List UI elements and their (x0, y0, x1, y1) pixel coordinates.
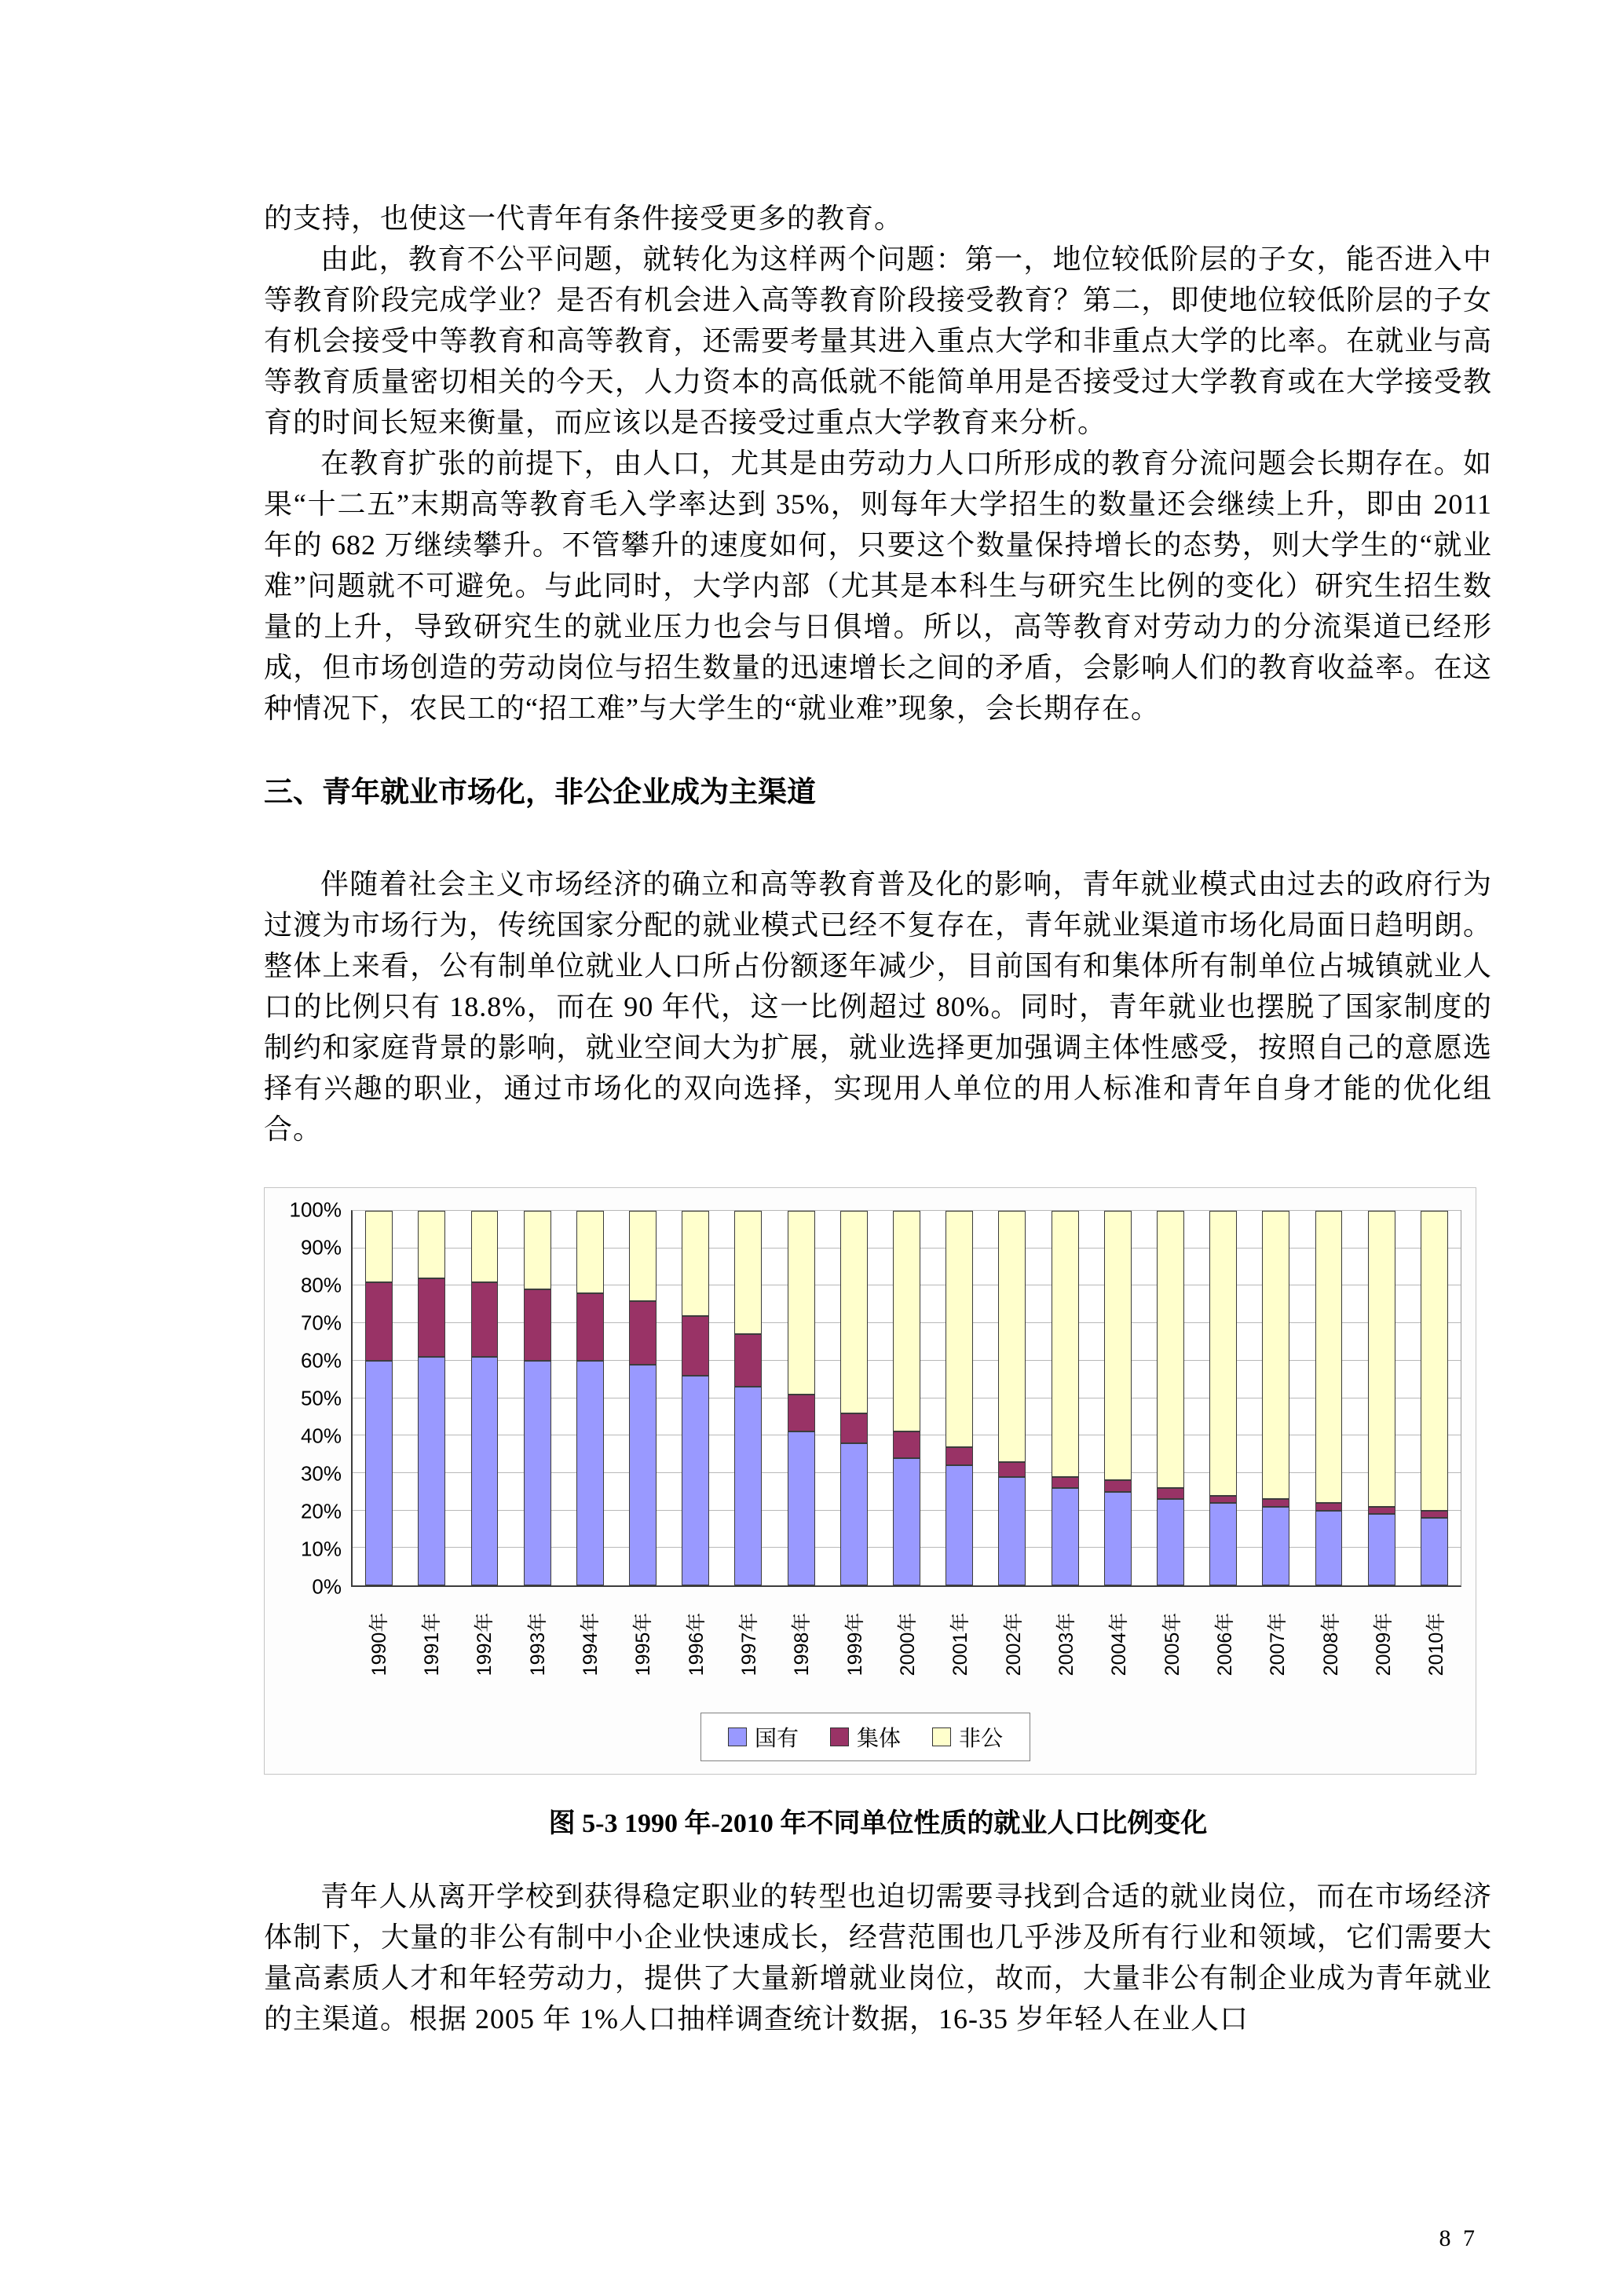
bar-slot (880, 1211, 933, 1585)
paragraph-market-employment: 伴随着社会主义市场经济的确立和高等教育普及化的影响，青年就业模式由过去的政府行为过渡为市场行为，传统国家分配的就业模式已经不复存在，青年就业渠道市场化局面日趋明朗。整体上来看，公有制单位就业人口所占份额逐年减少，目前国有和集体所有制单位占城镇就业人口的比例只有 18.8%，而在 90 年代，这一比例超过 80%。同时，青年就业也摆脱了国家制度的制约和家庭背景的影响，就业空间大为扩展，就业选择更加强调主体性感受，按照自己的意愿选择有兴趣的职业，通过市场化的双向选择，实现用人单位的用人标准和青年自身才能的优化组合。 (264, 868, 1492, 1145)
x-tick (1250, 1587, 1303, 1706)
x-tick-label: 2007年 (1267, 1612, 1289, 1676)
x-tick-label: 1991年 (420, 1612, 443, 1676)
bar-slot (511, 1211, 564, 1585)
x-tick-label: 2008年 (1319, 1612, 1342, 1676)
stacked-bar-2008年 (1315, 1211, 1343, 1585)
axis-spacer (269, 1587, 351, 1706)
x-tick (1197, 1587, 1249, 1706)
x-tick-label: 2004年 (1108, 1612, 1131, 1676)
bar-segment-非公 (576, 1211, 604, 1293)
bar-slot (564, 1211, 616, 1585)
x-tick (1038, 1587, 1091, 1706)
bar-segment-非公 (788, 1211, 815, 1395)
x-tick (1144, 1587, 1197, 1706)
bar-slot (1144, 1211, 1197, 1585)
bar-segment-集体 (1368, 1507, 1395, 1515)
stacked-bar-2009年 (1368, 1211, 1395, 1585)
bar-segment-集体 (524, 1289, 551, 1361)
bar-slot (933, 1211, 986, 1585)
x-tick-label: 2002年 (1002, 1612, 1025, 1676)
figure-5-3-chart (264, 1187, 1476, 1775)
bar-segment-非公 (893, 1211, 920, 1431)
legend-swatch-集体 (830, 1727, 849, 1746)
plot-area (351, 1210, 1461, 1587)
x-axis-row (269, 1587, 1461, 1706)
x-axis-labels (351, 1587, 1461, 1706)
x-tick (827, 1587, 880, 1706)
bar-segment-国有 (1104, 1492, 1132, 1585)
stacked-bar-2006年 (1209, 1211, 1237, 1585)
y-tick-label: 70% (300, 1311, 342, 1335)
bar-segment-国有 (1421, 1518, 1448, 1585)
bar-segment-国有 (576, 1361, 604, 1585)
bar-segment-集体 (1157, 1488, 1184, 1499)
legend-item-集体 (830, 1721, 901, 1753)
stacked-bar-2001年 (946, 1211, 973, 1585)
x-tick-label: 2000年 (896, 1612, 919, 1676)
legend-swatch-国有 (728, 1727, 747, 1746)
bar-segment-集体 (576, 1293, 604, 1361)
bar-segment-集体 (840, 1413, 868, 1443)
stacked-bar-2002年 (998, 1211, 1026, 1585)
bar-segment-国有 (1157, 1499, 1184, 1585)
x-tick-label: 1993年 (526, 1612, 549, 1676)
stacked-bar-2007年 (1262, 1211, 1289, 1585)
bar-slot (775, 1211, 828, 1585)
bar-slot (1249, 1211, 1302, 1585)
x-tick (1303, 1587, 1355, 1706)
x-tick (721, 1587, 774, 1706)
stacked-bar-1994年 (576, 1211, 604, 1585)
x-tick (880, 1587, 932, 1706)
page-content (264, 0, 1492, 2039)
bar-slot (405, 1211, 458, 1585)
bar-slot (353, 1211, 405, 1585)
stacked-bar-1990年 (365, 1211, 393, 1585)
bar-segment-集体 (1104, 1480, 1132, 1491)
y-tick-label: 80% (300, 1273, 342, 1297)
bar-segment-国有 (1209, 1503, 1237, 1585)
y-tick-label: 0% (312, 1574, 342, 1599)
bar-segment-非公 (365, 1211, 393, 1282)
bar-segment-非公 (471, 1211, 499, 1282)
bar-segment-非公 (998, 1211, 1026, 1462)
bar-segment-集体 (734, 1334, 762, 1387)
y-tick-label: 60% (300, 1348, 342, 1373)
x-tick-label: 2005年 (1161, 1612, 1183, 1676)
stacked-bar-2004年 (1104, 1211, 1132, 1585)
bar-segment-非公 (1104, 1211, 1132, 1480)
x-tick (510, 1587, 562, 1706)
x-tick (986, 1587, 1038, 1706)
paragraph-education-inequality: 由此，教育不公平问题，就转化为这样两个问题：第一，地位较低阶层的子女，能否进入中等教育阶段完成学业？是否有机会进入高等教育阶段接受教育？第二，即使地位较低阶层的子女有机会接受中等教育和高等教育，还需要考量其进入重点大学和非重点大学的比率。在就业与高等教育质量密切相关的今天，人力资本的高低就不能简单用是否接受过大学教育或在大学接受教育的时间长短来衡量，而应该以是否接受过重点大学教育来分析。 (264, 243, 1492, 438)
x-tick-label: 1994年 (579, 1612, 602, 1676)
stacked-bar-1992年 (471, 1211, 499, 1585)
stacked-bar-1997年 (734, 1211, 762, 1585)
bar-segment-集体 (1209, 1496, 1237, 1504)
legend-wrap (269, 1713, 1461, 1761)
stacked-bar-1991年 (418, 1211, 445, 1585)
legend-item-国有 (728, 1721, 799, 1753)
bar-slot (1302, 1211, 1355, 1585)
x-tick (1355, 1587, 1408, 1706)
bar-segment-集体 (946, 1447, 973, 1466)
legend-item-非公 (932, 1721, 1003, 1753)
bar-segment-国有 (1315, 1511, 1343, 1585)
bar-segment-国有 (946, 1465, 973, 1585)
y-tick-label: 100% (289, 1197, 342, 1222)
bar-segment-国有 (734, 1387, 762, 1585)
bar-segment-国有 (365, 1361, 393, 1585)
bar-segment-非公 (1421, 1211, 1448, 1511)
x-tick-label: 1992年 (474, 1612, 496, 1676)
legend-label: 集体 (856, 1726, 901, 1750)
bar-segment-非公 (1262, 1211, 1289, 1499)
legend-label: 非公 (959, 1726, 1004, 1750)
bar-slot (1197, 1211, 1249, 1585)
bar-segment-国有 (1368, 1514, 1395, 1585)
x-tick (404, 1587, 456, 1706)
x-tick (562, 1587, 615, 1706)
x-tick (933, 1587, 986, 1706)
bar-segment-集体 (1262, 1499, 1289, 1507)
bar-segment-非公 (1052, 1211, 1079, 1477)
stacked-bar-2000年 (893, 1211, 920, 1585)
bar-segment-国有 (1052, 1488, 1079, 1585)
stacked-bar-1993年 (524, 1211, 551, 1585)
bar-slot (1092, 1211, 1144, 1585)
bar-segment-国有 (682, 1376, 709, 1585)
x-tick (457, 1587, 510, 1706)
bar-segment-国有 (893, 1458, 920, 1585)
bar-segment-非公 (524, 1211, 551, 1289)
chart-legend (700, 1713, 1030, 1761)
bar-segment-国有 (998, 1477, 1026, 1585)
y-tick-label: 90% (300, 1235, 342, 1260)
bar-segment-非公 (418, 1211, 445, 1278)
bar-slot (458, 1211, 510, 1585)
bar-segment-集体 (788, 1395, 815, 1432)
x-tick-label: 1997年 (737, 1612, 760, 1676)
bar-slot (722, 1211, 774, 1585)
x-tick-label: 1999年 (843, 1612, 866, 1676)
y-tick-label: 50% (300, 1386, 342, 1410)
section-heading: 三、青年就业市场化，非公企业成为主渠道 (264, 777, 816, 809)
paragraph-education-expansion: 在教育扩张的前提下，由人口，尤其是由劳动力人口所形成的教育分流问题会长期存在。如果“十二五”末期高等教育毛入学率达到 35%，则每年大学招生的数量还会继续上升，即由 2011 年的 682 万继续攀升。不管攀升的速度如何，只要这个数量保持增长的态势，则大学生的“就业难”问题就不可避免。与此同时，大学内部（尤其是本科生与研究生比例的变化）研究生招生数量的上升，导致研究生的就业压力也会与日俱增。所以，高等教育对劳动力的分流渠道已经形成，但市场创造的劳动岗位与招生数量的迅速增长之间的矛盾，会影响人们的教育收益率。在这种情况下，农民工的“招工难”与大学生的“就业难”现象，会长期存在。 (264, 448, 1492, 724)
x-tick-label: 2009年 (1372, 1612, 1395, 1676)
y-tick-label: 10% (300, 1537, 342, 1561)
bar-slot (1355, 1211, 1408, 1585)
bar-segment-集体 (682, 1316, 709, 1376)
figure-caption: 图 5-3 1990 年-2010 年不同单位性质的就业人口比例变化 (548, 1809, 1208, 1838)
y-tick-label: 20% (300, 1499, 342, 1523)
bar-segment-集体 (1315, 1503, 1343, 1511)
legend-swatch-非公 (932, 1727, 951, 1746)
bar-segment-集体 (893, 1431, 920, 1457)
bar-segment-非公 (1315, 1211, 1343, 1503)
bar-segment-集体 (1052, 1477, 1079, 1488)
x-tick-label: 1995年 (632, 1612, 655, 1676)
bar-slot (828, 1211, 880, 1585)
bar-segment-非公 (840, 1211, 868, 1413)
bar-segment-集体 (998, 1462, 1026, 1477)
stacked-bar-1999年 (840, 1211, 868, 1585)
chart-plot-row (269, 1197, 1461, 1599)
bar-segment-非公 (1157, 1211, 1184, 1488)
paragraph-continuation: 的支持，也使这一代青年有条件接受更多的教育。 (264, 203, 904, 234)
x-tick-label: 1998年 (791, 1612, 814, 1676)
x-tick (1092, 1587, 1144, 1706)
bar-slot (616, 1211, 669, 1585)
bar-segment-国有 (788, 1431, 815, 1585)
y-tick-label: 40% (300, 1424, 342, 1448)
x-tick (351, 1587, 404, 1706)
x-tick-label: 2003年 (1055, 1612, 1077, 1676)
bar-segment-集体 (418, 1278, 445, 1357)
stacked-bar-2005年 (1157, 1211, 1184, 1585)
legend-label: 国有 (754, 1726, 799, 1750)
x-tick (1409, 1587, 1461, 1706)
x-tick-label: 1996年 (685, 1612, 708, 1676)
bar-segment-集体 (1421, 1511, 1448, 1519)
x-tick (668, 1587, 721, 1706)
bar-slot (669, 1211, 722, 1585)
stacked-bar-1995年 (629, 1211, 657, 1585)
stacked-bar-2010年 (1421, 1211, 1448, 1585)
page-number: 8 7 (1439, 2225, 1478, 2251)
bar-segment-集体 (365, 1282, 393, 1361)
bar-segment-国有 (418, 1357, 445, 1585)
stacked-bar-2003年 (1052, 1211, 1079, 1585)
bar-segment-国有 (524, 1361, 551, 1585)
x-tick-label: 2010年 (1425, 1612, 1448, 1676)
x-tick-label: 2001年 (949, 1612, 972, 1676)
bar-segment-非公 (946, 1211, 973, 1447)
bar-segment-国有 (1262, 1507, 1289, 1585)
bar-segment-集体 (471, 1282, 499, 1357)
y-tick-label: 30% (300, 1461, 342, 1486)
y-axis (269, 1197, 351, 1599)
bar-segment-国有 (629, 1365, 657, 1585)
bar-segment-国有 (471, 1357, 499, 1585)
x-tick-label: 1990年 (368, 1612, 390, 1676)
x-tick (774, 1587, 827, 1706)
bar-segment-集体 (629, 1301, 657, 1365)
stacked-bar-1996年 (682, 1211, 709, 1585)
bar-slot (1038, 1211, 1091, 1585)
bar-segment-非公 (629, 1211, 657, 1300)
paragraph-youth-transition: 青年人从离开学校到获得稳定职业的转型也迫切需要寻找到合适的就业岗位，而在市场经济体制下，大量的非公有制中小企业快速成长，经营范围也几乎涉及所有行业和领域，它们需要大量高素质人才和年轻劳动力，提供了大量新增就业岗位，故而，大量非公有制企业成为青年就业的主渠道。根据 2005 年 1%人口抽样调查统计数据，16-35 岁年轻人在业人口 (264, 1881, 1492, 2035)
bar-series (353, 1211, 1461, 1585)
bar-segment-国有 (840, 1443, 868, 1585)
x-tick (616, 1587, 668, 1706)
bar-segment-非公 (1368, 1211, 1395, 1507)
stacked-bar-1998年 (788, 1211, 815, 1585)
bar-slot (986, 1211, 1038, 1585)
bar-segment-非公 (682, 1211, 709, 1316)
bar-segment-非公 (734, 1211, 762, 1334)
bar-slot (1408, 1211, 1461, 1585)
x-tick-label: 2006年 (1213, 1612, 1236, 1676)
bar-segment-非公 (1209, 1211, 1237, 1496)
